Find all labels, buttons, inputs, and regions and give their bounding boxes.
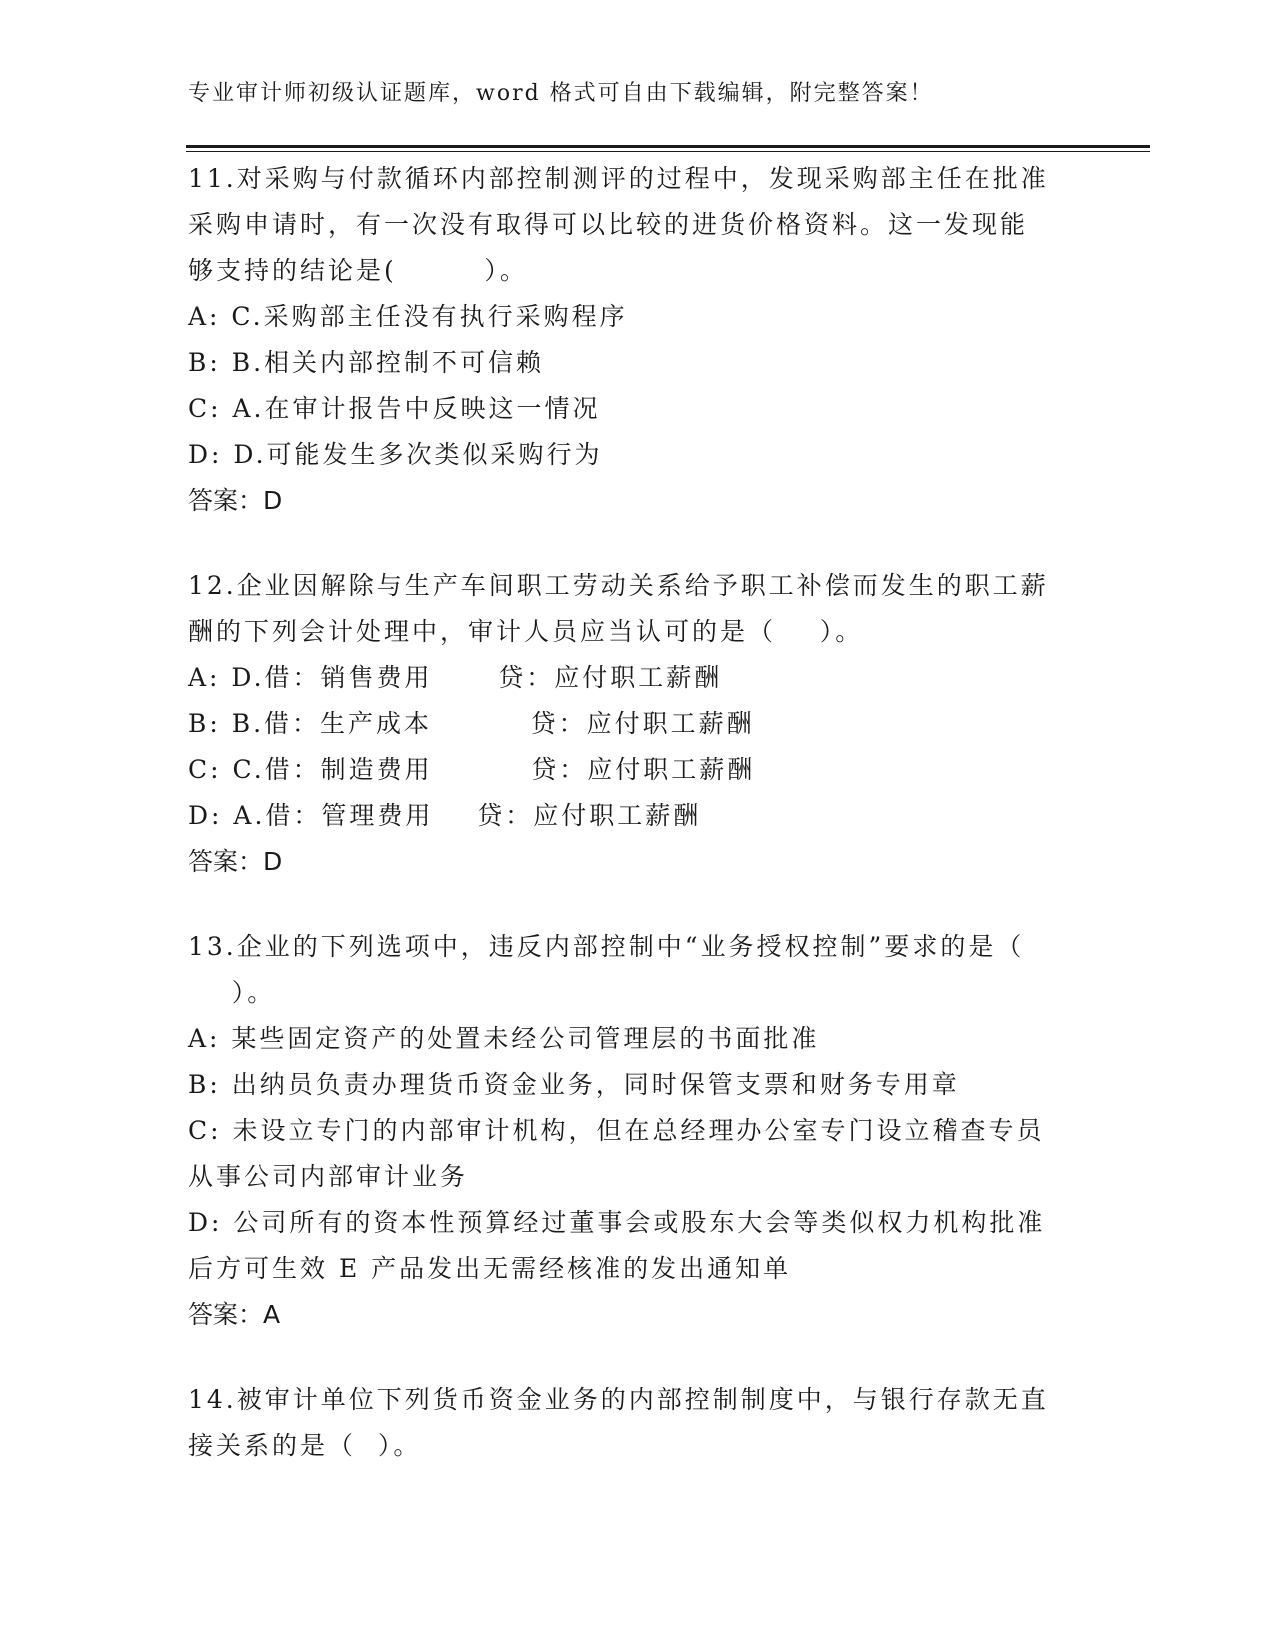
option-c: C: A.在审计报告中反映这一情况: [188, 394, 601, 423]
question-14: [188, 1377, 1078, 1469]
question-12: [188, 563, 1078, 885]
question-stem: ）。: [188, 978, 276, 1007]
option-b: B: B.借：生产成本 贷：应付职工薪酬: [188, 709, 755, 738]
option-a: A: C.采购部主任没有执行采购程序: [188, 302, 628, 331]
option-d: D: D.可能发生多次类似采购行为: [188, 440, 603, 469]
option-c: C: C.借：制造费用 贷：应付职工薪酬: [188, 755, 756, 784]
question-11: [188, 156, 1078, 524]
option-a: A: 某些固定资产的处置未经公司管理层的书面批准: [188, 1024, 820, 1053]
page-header: 专业审计师初级认证题库，word 格式可自由下载编辑，附完整答案！: [188, 81, 934, 106]
option-c: C: 未设立专门的内部审计机构，但在总经理办公室专门设立稽查专员: [188, 1116, 1045, 1145]
question-stem: 采购申请时，有一次没有取得可以比较的进货价格资料。这一发现能: [188, 210, 1029, 239]
answer: 答案：A: [188, 1300, 281, 1329]
option-a: A: D.借：销售费用 贷：应付职工薪酬: [188, 663, 723, 692]
option-d: D: A.借：管理费用 贷：应付职工薪酬: [188, 801, 702, 830]
question-stem: 14.被审计单位下列货币资金业务的内部控制制度中，与银行存款无直: [188, 1385, 1049, 1414]
header-rule: [186, 145, 1150, 148]
option-b: B: B.相关内部控制不可信赖: [188, 348, 545, 377]
option-b: B: 出纳员负责办理货币资金业务，同时保管支票和财务专用章: [188, 1070, 960, 1099]
answer: 答案：D: [188, 486, 283, 515]
option-d: D: 公司所有的资本性预算经过董事会或股东大会等类似权力机构批准: [188, 1208, 1046, 1237]
question-stem: 酬的下列会计处理中，审计人员应当认可的是（ ）。: [188, 617, 864, 646]
question-stem: 11.对采购与付款循环内部控制测评的过程中，发现采购部主任在批准: [188, 164, 1049, 193]
question-stem: 12.企业因解除与生产车间职工劳动关系给予职工补偿而发生的职工薪: [188, 571, 1049, 600]
header-rule-thin: [186, 151, 1150, 152]
question-stem: 13.企业的下列选项中，违反内部控制中“业务授权控制”要求的是（: [188, 932, 1025, 961]
question-stem: 接关系的是（ ）。: [188, 1431, 422, 1460]
question-list: [188, 156, 1078, 1469]
question-13: [188, 924, 1078, 1338]
question-stem: 够支持的结论是( ）。: [188, 256, 528, 285]
answer: 答案：D: [188, 847, 283, 876]
option-c-continued: 从事公司内部审计业务: [188, 1162, 469, 1191]
option-d-continued: 后方可生效 E 产品发出无需经核准的发出通知单: [188, 1254, 792, 1283]
